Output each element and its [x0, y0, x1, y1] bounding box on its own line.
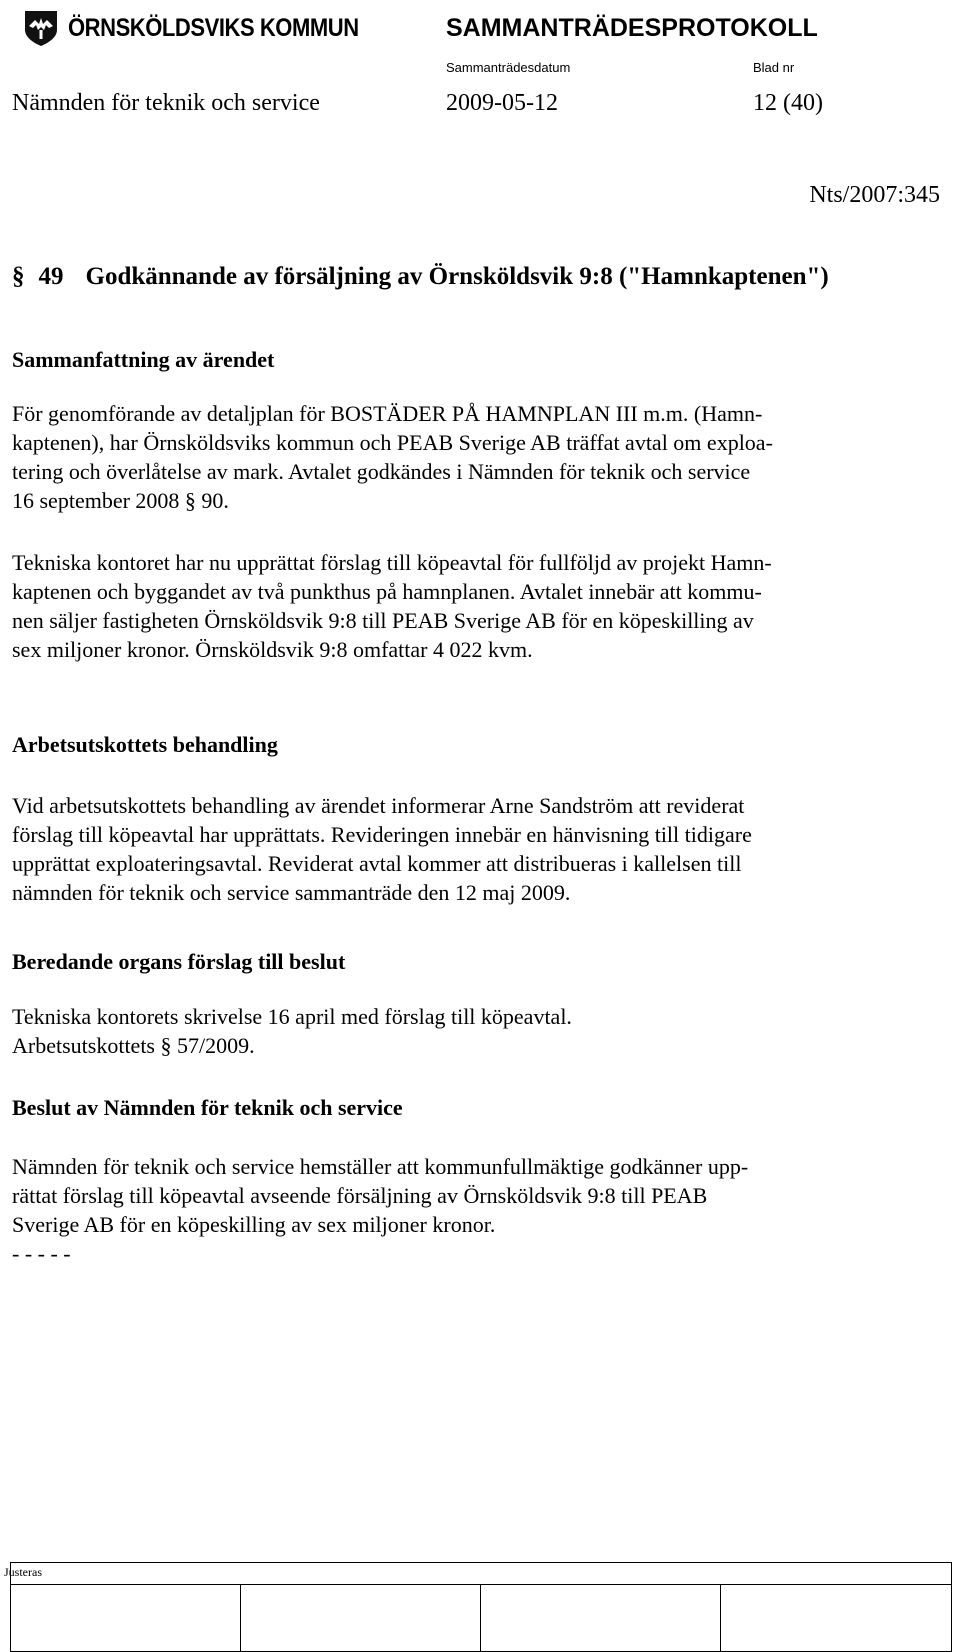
- paragraph-heading: Godkännande av försäljning av Örnsköldsvik 9:8 ("Hamnkaptenen"): [85, 263, 829, 290]
- municipality-logo: [22, 8, 60, 48]
- case-reference: Nts/2007:345: [809, 182, 940, 208]
- text-line: Vid arbetsutskottets behandling av ärendet informerar Arne Sandström att reviderat: [12, 793, 745, 818]
- committee-name: Nämnden för teknik och service: [12, 90, 320, 116]
- text-line: Nämnden för teknik och service hemställer att kommunfullmäktige godkänner upp-: [12, 1154, 749, 1179]
- text-line: Arbetsutskottets § 57/2009.: [12, 1033, 255, 1058]
- text-line: rättat förslag till köpeavtal avseende försäljning av Örnsköldsvik 9:8 till PEAB: [12, 1183, 708, 1208]
- text-line: Sverige AB för en köpeskilling av sex miljoner kronor.: [12, 1212, 496, 1237]
- paragraph-number: 49: [38, 263, 64, 290]
- page-label: Blad nr: [753, 60, 795, 75]
- text-line: kaptenen och byggandet av två punkthus på hamnplanen. Avtalet innebär att kommu-: [12, 579, 762, 604]
- text-line: upprättat exploateringsavtal. Reviderat avtal kommer att distribueras i kallelsen till: [12, 851, 742, 876]
- text-line: Tekniska kontoret har nu upprättat förslag till köpeavtal för fullföljd av projekt Hamn-: [12, 550, 772, 575]
- signature-cell-divider: [720, 1584, 721, 1652]
- table-divider: [10, 1584, 952, 1585]
- proposal-paragraph: [12, 1002, 572, 1060]
- paragraph-title: [12, 263, 829, 291]
- committee-paragraph: [12, 791, 752, 907]
- justeras-label: Justeras: [4, 1565, 42, 1579]
- text-line: sex miljoner kronor. Örnsköldsvik 9:8 omfattar 4 022 kvm.: [12, 637, 533, 662]
- text-line: kaptenen), har Örnsköldsviks kommun och PEAB Sverige AB träffat avtal om exploa-: [12, 430, 773, 455]
- text-line: tering och överlåtelse av mark. Avtalet godkändes i Nämnden för teknik och service: [12, 459, 751, 484]
- end-marker: - - - - -: [12, 1241, 71, 1266]
- section-symbol: §: [12, 263, 25, 290]
- summary-heading: Sammanfattning av ärendet: [12, 347, 275, 372]
- text-line: För genomförande av detaljplan för BOSTÄDER PÅ HAMNPLAN III m.m. (Hamn-: [12, 401, 763, 426]
- committee-heading: Arbetsutskottets behandling: [12, 732, 278, 757]
- text-line: nen säljer fastigheten Örnsköldsvik 9:8 till PEAB Sverige AB för en köpeskilling av: [12, 608, 754, 633]
- decision-paragraph: [12, 1152, 748, 1268]
- date-label: Sammanträdesdatum: [446, 60, 571, 75]
- justeras-table: [10, 1562, 952, 1652]
- document-type: SAMMANTRÄDESPROTOKOLL: [446, 14, 818, 42]
- summary-paragraph-2: [12, 548, 772, 664]
- proposal-heading: Beredande organs förslag till beslut: [12, 949, 346, 974]
- summary-paragraph-1: [12, 399, 773, 515]
- text-line: Tekniska kontorets skrivelse 16 april med förslag till köpeavtal.: [12, 1004, 572, 1029]
- signature-cell-divider: [240, 1584, 241, 1652]
- page-number: 12 (40): [753, 90, 823, 116]
- organization-name: ÖRNSKÖLDSVIKS KOMMUN: [68, 14, 359, 42]
- decision-heading: Beslut av Nämnden för teknik och service: [12, 1095, 403, 1120]
- text-line: 16 september 2008 § 90.: [12, 488, 229, 513]
- text-line: förslag till köpeavtal har upprättats. Revideringen innebär en hänvisning till tidigare: [12, 822, 752, 847]
- text-line: nämnden för teknik och service sammanträde den 12 maj 2009.: [12, 880, 571, 905]
- meeting-date: 2009-05-12: [446, 90, 558, 116]
- signature-cell-divider: [480, 1584, 481, 1652]
